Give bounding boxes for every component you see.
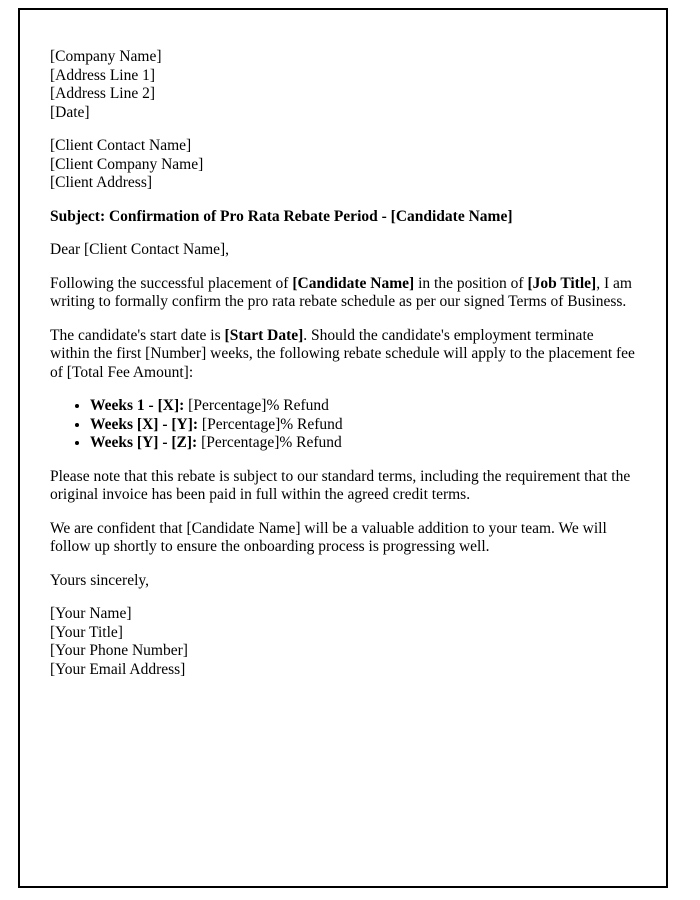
text-segment: [Percentage]% Refund [184, 397, 329, 414]
text-line: [Your Name] [50, 605, 132, 622]
letter-body [50, 48, 636, 694]
text-segment: Weeks [X] - [Y]: [90, 415, 199, 433]
rebate-list-item [90, 416, 636, 435]
text-segment: Weeks [Y] - [Z]: [90, 434, 198, 451]
rebate-list-item [90, 397, 636, 416]
text-segment: [Percentage]% Refund [198, 415, 343, 433]
text-line: [Address Line 1] [50, 66, 156, 84]
text-line: [Your Title] [50, 623, 123, 641]
text-segment: [Candidate Name] [292, 274, 415, 292]
paragraph-placement [50, 275, 636, 312]
text-segment: [Start Date] [224, 326, 304, 344]
closing: Yours sincerely, [50, 571, 150, 589]
paragraph-terms: Please note that this rebate is subject to our standard terms, including the requirement that the original invoice has been paid in full within the agreed credit terms. [50, 467, 631, 503]
text-segment: Following the successful placement of [50, 274, 293, 292]
text-line: [Date] [50, 103, 90, 121]
recipient-address-block [50, 137, 636, 193]
text-segment: in the position of [414, 274, 528, 292]
rebate-list-item [90, 434, 636, 453]
text-line: [Company Name] [50, 48, 162, 65]
signature-block [50, 605, 636, 679]
sender-address-block [50, 48, 636, 122]
text-line: [Your Email Address] [50, 660, 186, 678]
text-segment: . Should the candidate's employment terminate within the first [Number] weeks, the following rebate schedule will apply to the placement fee of [Total Fee Amount]: [50, 326, 635, 381]
paragraph-followup: We are confident that [Candidate Name] will be a valuable addition to your team. We will follow up shortly to ensure the onboarding process is progressing well. [50, 519, 607, 555]
text-line: [Address Line 2] [50, 85, 156, 102]
text-segment: The candidate's start date is [50, 326, 225, 344]
text-segment: Weeks 1 - [X]: [90, 397, 185, 414]
text-segment: [Percentage]% Refund [197, 434, 342, 451]
text-line: [Client Company Name] [50, 155, 204, 173]
text-line: [Client Contact Name] [50, 137, 192, 154]
text-line: [Your Phone Number] [50, 642, 188, 659]
salutation: Dear [Client Contact Name], [50, 241, 230, 258]
paragraph-schedule [50, 327, 636, 383]
rebate-schedule-list [50, 397, 636, 453]
text-segment: [Job Title] [527, 274, 597, 292]
text-line: [Client Address] [50, 174, 153, 191]
text-segment: , I am writing to formally confirm the pro rata rebate schedule as per our signed Terms of Business. [50, 274, 632, 310]
subject-line: Subject: Confirmation of Pro Rata Rebate Period - [Candidate Name] [50, 207, 513, 225]
